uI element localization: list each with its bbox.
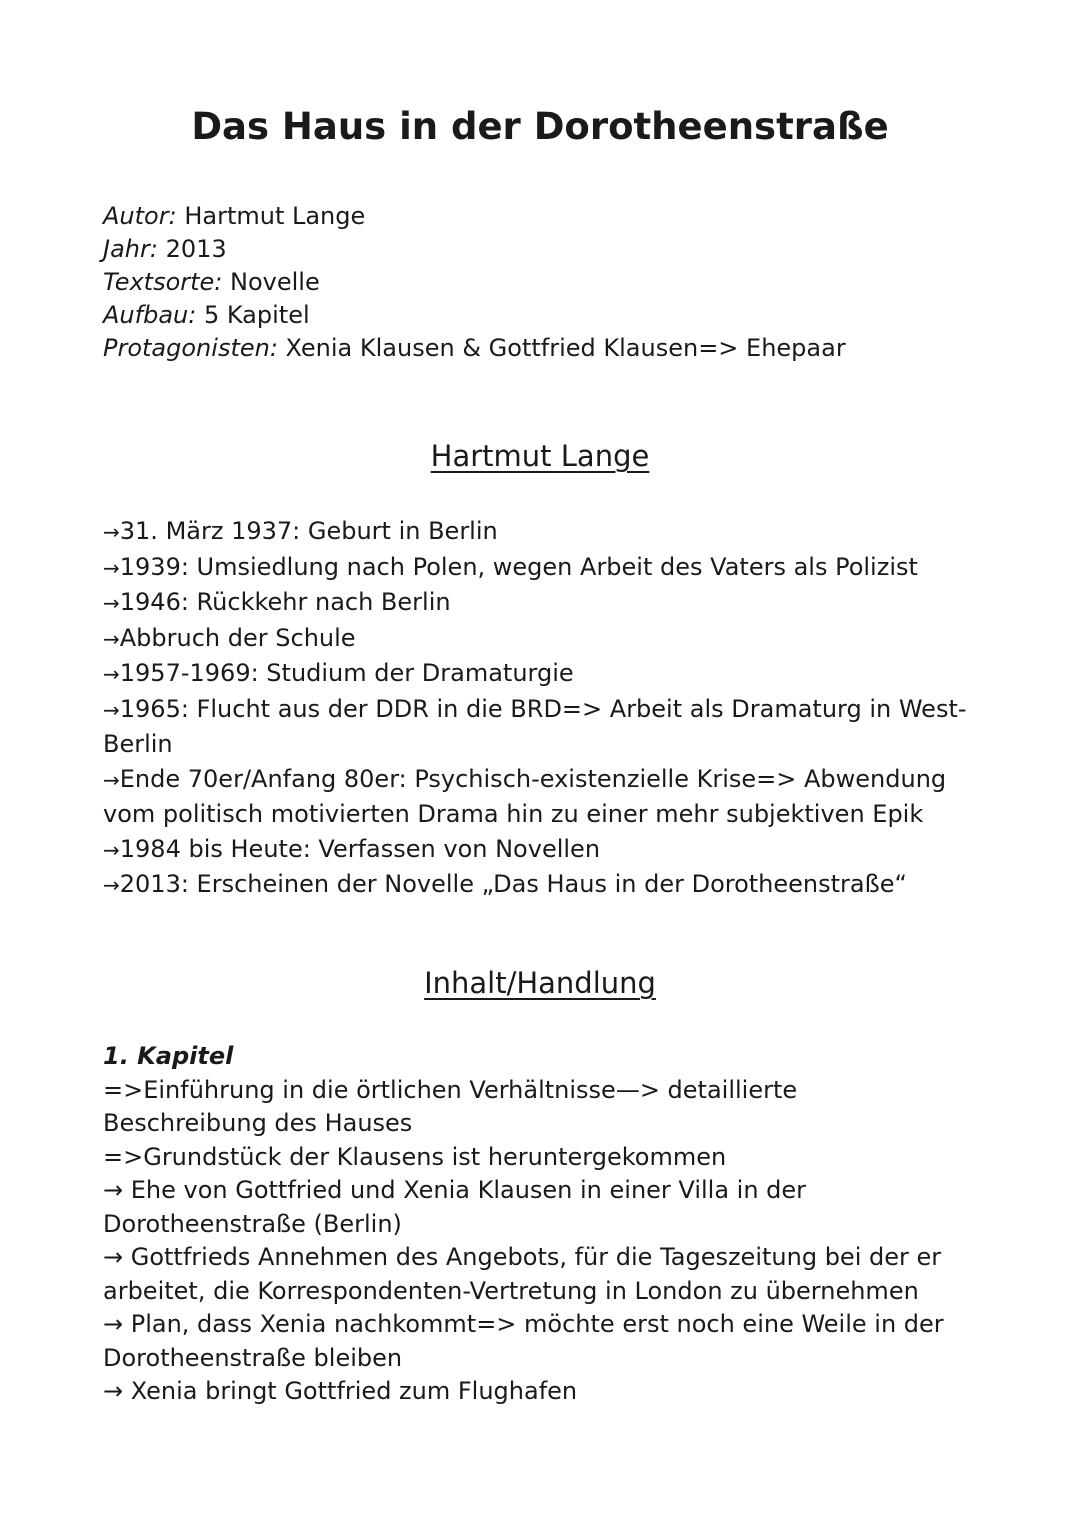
list-item <box>103 585 973 621</box>
arrow-right-icon: → <box>103 555 120 580</box>
arrow-right-icon: → <box>103 873 120 897</box>
meta-value: Novelle <box>222 268 320 296</box>
section-heading-inhalt-handlung <box>0 964 1080 1002</box>
list-item <box>103 762 973 832</box>
document-title: Das Haus in der Dorotheenstraße <box>191 105 889 148</box>
meta-value: Xenia Klausen & Gottfried Klausen=> Ehepaar <box>277 334 846 362</box>
list-item-text: Abbruch der Schule <box>119 623 356 652</box>
list-item-text: 1946: Rückkehr nach Berlin <box>119 588 451 616</box>
meta-value: 2013 <box>157 235 227 263</box>
list-item <box>103 550 973 586</box>
arrow-right-icon: → <box>103 767 120 792</box>
list-item: =>Einführung in die örtlichen Verhältnisse—> detaillierte Beschreibung des Hauses <box>103 1075 798 1137</box>
list-item: → Plan, dass Xenia nachkommt=> möchte erst noch eine Weile in der Dorotheenstraße bleiben <box>103 1310 944 1372</box>
chapter-title: 1. Kapitel <box>103 1042 234 1070</box>
arrow-right-icon: → <box>103 626 120 651</box>
arrow-right-icon: → <box>103 662 120 686</box>
meta-author <box>103 200 1003 233</box>
meta-year <box>103 233 1003 266</box>
meta-value: 5 Kapitel <box>196 301 310 329</box>
meta-key: Jahr: <box>103 235 158 263</box>
list-item <box>103 621 973 657</box>
list-item-text: 2013: Erscheinen der Novelle „Das Haus in der Dorotheenstraße“ <box>119 870 907 898</box>
meta-structure <box>103 299 1003 332</box>
meta-key: Protagonisten: <box>103 334 278 362</box>
list-item-text: Ende 70er/Anfang 80er: Psychisch-existenzielle Krise=> Abwendung vom politisch motivierten Drama hin zu einer mehr subjektiven Epik <box>103 764 947 828</box>
meta-key: Autor: <box>103 202 177 230</box>
list-item <box>103 656 973 692</box>
chapter-block <box>103 1040 963 1409</box>
meta-text-type <box>103 266 1003 299</box>
list-item-text: 1965: Flucht aus der DDR in die BRD=> Arbeit als Dramaturg in West-Berlin <box>103 694 967 758</box>
list-item: → Xenia bringt Gottfried zum Flughafen <box>103 1377 578 1405</box>
section-heading-text: Hartmut Lange <box>430 439 650 473</box>
section-heading-text: Inhalt/Handlung <box>424 966 656 1000</box>
list-item-text: 1957-1969: Studium der Dramaturgie <box>119 659 574 687</box>
list-item: → Gottfrieds Annehmen des Angebots, für die Tageszeitung bei der er arbeitet, die Korrespondenten-Vertretung in London zu übernehmen <box>103 1243 942 1305</box>
arrow-right-icon: → <box>103 591 120 615</box>
arrow-right-icon: → <box>103 837 120 862</box>
list-item-text: 1984 bis Heute: Verfassen von Novellen <box>119 834 601 863</box>
metadata-block <box>103 200 1003 365</box>
list-item-text: 31. März 1937: Geburt in Berlin <box>119 517 498 545</box>
list-item-text: 1939: Umsiedlung nach Polen, wegen Arbeit des Vaters als Polizist <box>119 552 918 581</box>
arrow-right-icon: → <box>103 697 120 722</box>
biography-list <box>103 514 973 903</box>
list-item <box>103 867 973 903</box>
list-item <box>103 692 973 762</box>
list-item <box>103 514 973 550</box>
list-item: → Ehe von Gottfried und Xenia Klausen in einer Villa in der Dorotheenstraße (Berlin) <box>103 1176 807 1238</box>
list-item: =>Grundstück der Klausens ist heruntergekommen <box>103 1142 727 1171</box>
meta-key: Aufbau: <box>103 301 197 329</box>
meta-value: Hartmut Lange <box>176 202 366 230</box>
section-heading-hartmut-lange <box>0 437 1080 475</box>
meta-protagonists <box>103 332 1003 365</box>
list-item <box>103 832 973 868</box>
meta-key: Textsorte: <box>103 268 223 296</box>
arrow-right-icon: → <box>103 520 120 544</box>
